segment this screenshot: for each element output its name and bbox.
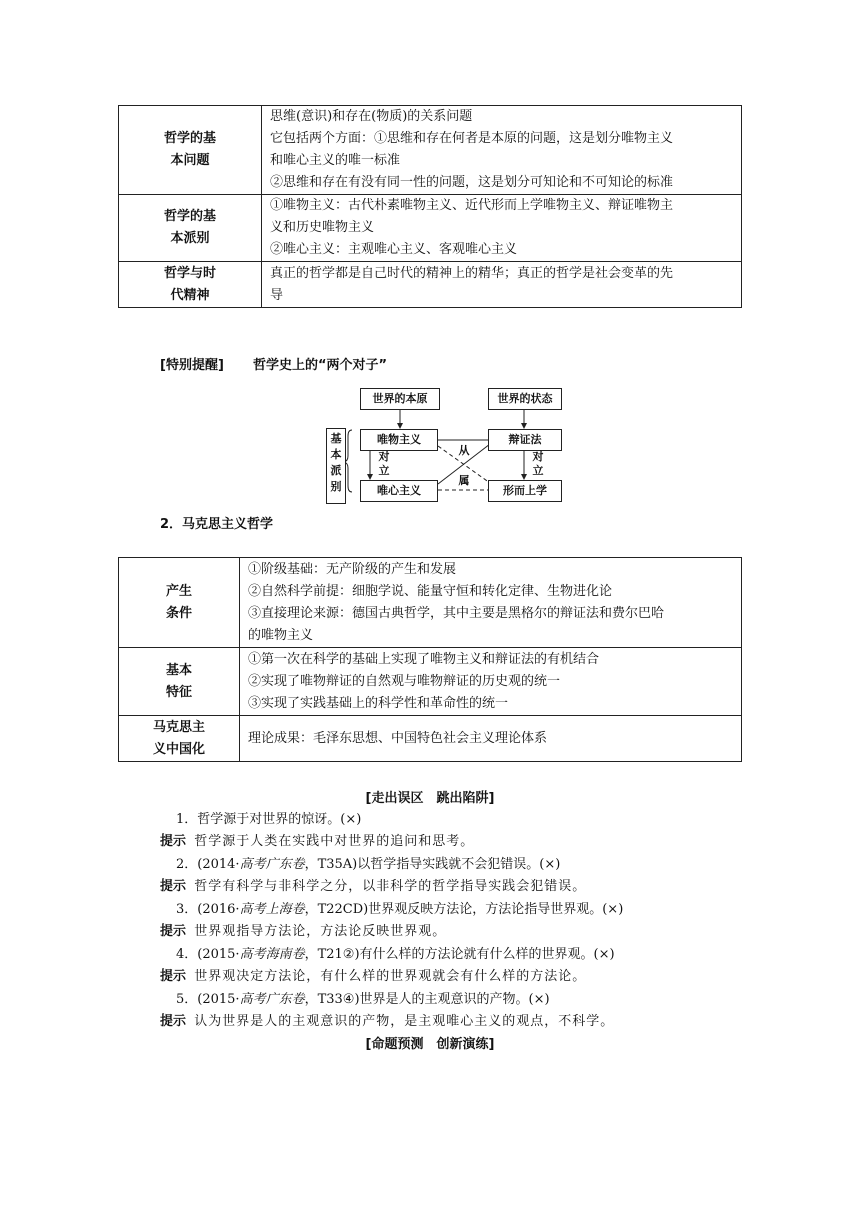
marxist-philosophy-table (118, 557, 742, 762)
errors-section-title: [走出误区 跳出陷阱] (365, 791, 495, 806)
row-content: 思维(意识)和存在(物质)的关系问题 它包括两个方面：①思维和存在何者是本原的问题，这是划分唯物主义 和唯心主义的唯一标准 ②思维和存在有没有同一性的问题，这是划分可知论和不可知论的标准 (262, 106, 742, 195)
error-item-3: 3．(2016·高考上海卷，T22CD)世界观反映方法论，方法论指导世界观。(×) (176, 902, 624, 917)
row-header: 哲学与时 代精神 (119, 262, 262, 308)
label-subordinate-2: 属 (458, 474, 470, 487)
section-title: 2．马克思主义哲学 (160, 517, 274, 532)
error-item-5: 5．(2015·高考广东卷，T33④)世界是人的主观意识的产物。(×) (176, 992, 550, 1007)
tip-5: 提示 认为世界是人的主观意识的产物，是主观唯心主义的观点，不科学。 (160, 1014, 615, 1029)
error-item-1: 1．哲学源于对世界的惊讶。(×) (176, 812, 362, 827)
reminder-heading (160, 356, 387, 376)
philosophy-basics-table (118, 105, 742, 308)
row-header: 马克思主 义中国化 (119, 716, 240, 762)
row-header: 基本 特征 (119, 648, 240, 716)
source-label: 高考广东卷 (239, 992, 305, 1007)
prediction-section-title: [命题预测 创新演练] (365, 1037, 495, 1052)
source-label: 高考海南卷 (239, 947, 305, 962)
tip-3: 提示 世界观指导方法论，方法论反映世界观。 (160, 924, 447, 939)
two-pairs-diagram (326, 386, 566, 506)
reminder-title: 哲学史上的“两个对子” (252, 358, 388, 373)
box-world-origin: 世界的本原 (360, 388, 440, 410)
tip-4: 提示 世界观决定方法论，有什么样的世界观就会有什么样的方法论。 (160, 969, 587, 984)
error-item-4: 4．(2015·高考海南卷，T21②)有什么样的方法论就有什么样的世界观。(×) (176, 947, 615, 962)
box-idealism: 唯心主义 (360, 480, 438, 502)
row-header: 哲学的基 本派别 (119, 195, 262, 262)
box-world-state: 世界的状态 (488, 388, 562, 410)
box-dialectics: 辩证法 (488, 429, 562, 451)
source-label: 高考广东卷 (239, 857, 305, 872)
table-row (119, 716, 742, 762)
row-content: ①唯物主义：古代朴素唯物主义、近代形而上学唯物主义、辩证唯物主 义和历史唯物主义 ②唯心主义：主观唯心主义、客观唯心主义 (262, 195, 742, 262)
label-right-oppose: 对 立 (532, 450, 544, 477)
row-content: 真正的哲学都是自己时代的精神上的精华；真正的哲学是社会变革的先 导 (262, 262, 742, 308)
row-content: ①阶级基础：无产阶级的产生和发展 ②自然科学前提：细胞学说、能量守恒和转化定律、生物进化论 ③直接理论来源：德国古典哲学，其中主要是黑格尔的辩证法和费尔巴哈 的唯物主义 (240, 558, 742, 648)
label-left-oppose: 对 立 (378, 450, 390, 477)
side-label-basic-schools: 基 本 派 别 (326, 428, 346, 504)
row-header: 产生 条件 (119, 558, 240, 648)
source-label: 高考上海卷 (239, 902, 305, 917)
box-materialism: 唯物主义 (360, 429, 438, 451)
box-metaphysics: 形而上学 (488, 480, 562, 502)
label-subordinate-1: 从 (458, 444, 470, 457)
table-row (119, 106, 742, 195)
tip-2: 提示 哲学有科学与非科学之分，以非科学的哲学指导实践会犯错误。 (160, 879, 587, 894)
row-content: ①第一次在科学的基础上实现了唯物主义和辩证法的有机结合 ②实现了唯物辩证的自然观与唯物辩证的历史观的统一 ③实现了实践基础上的科学性和革命性的统一 (240, 648, 742, 716)
tip-1: 提示 哲学源于人类在实践中对世界的追问和思考。 (160, 834, 475, 849)
row-header: 哲学的基 本问题 (119, 106, 262, 195)
row-content: 理论成果：毛泽东思想、中国特色社会主义理论体系 (240, 716, 742, 762)
error-item-2: 2．(2014·高考广东卷，T35A)以哲学指导实践就不会犯错误。(×) (176, 857, 561, 872)
table-row (119, 558, 742, 648)
table-row (119, 648, 742, 716)
table-row (119, 262, 742, 308)
reminder-tag: [特别提醒] (160, 358, 224, 373)
table-row (119, 195, 742, 262)
